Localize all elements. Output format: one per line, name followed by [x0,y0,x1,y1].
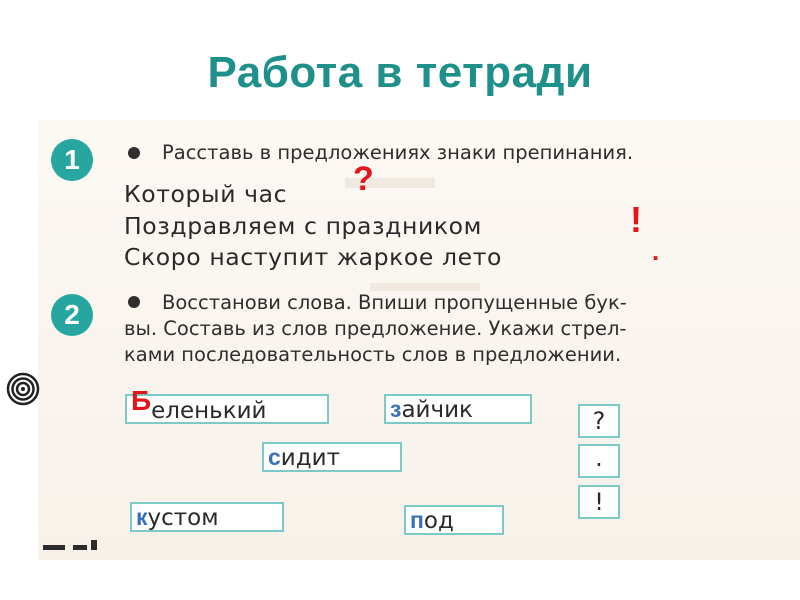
word-rest: од [423,508,454,534]
word-rest: еленький [151,398,267,424]
word-box-pod[interactable] [404,505,504,535]
task2-instruction-line-1: Восстанови слова. Впиши пропущенные бук- [162,291,627,314]
bullet-icon [128,147,140,159]
word-box-belenky[interactable] [125,385,329,424]
page-edge-dash [73,545,87,550]
word-box-kustom[interactable] [130,502,284,532]
task2-instruction-line-3: ками последовательность слов в предложении. [124,343,622,366]
punctuation-box-question[interactable]: ? [578,404,620,438]
sentence-2: Поздравляем с праздником [124,212,482,240]
inserted-letter: з [390,396,402,422]
added-exclamation-mark: ! [630,199,642,240]
sentence-1: Который час [124,180,288,208]
word-rest: устом [147,505,219,531]
task-number-badge-2: 2 [51,294,93,336]
added-question-mark: ? [353,160,374,198]
page-edge-dash [43,545,65,550]
task-number-badge-1: 1 [51,139,93,181]
sentence-3: Скоро наступит жаркое лето [124,243,502,271]
word-rest: идит [280,445,340,471]
word-box-sidit[interactable] [262,442,402,472]
page-title: Работа в тетради [207,48,593,97]
inserted-letter: п [410,507,424,533]
spiral-icon [6,372,40,410]
punctuation-box-period[interactable]: . [578,444,620,478]
word-box-zaychik[interactable] [384,394,532,424]
inserted-letter: Б [131,385,152,416]
punctuation-box-exclamation[interactable]: ! [578,485,620,519]
task1-instruction: Расставь в предложениях знаки препинания. [162,141,634,164]
page-edge-dash [91,540,97,550]
task2-instruction-line-2: вы. Составь из слов предложение. Укажи стрел- [124,317,627,340]
bullet-icon [128,296,140,308]
inserted-letter: с [268,444,281,470]
added-period-mark: . [652,236,660,266]
word-rest: айчик [401,397,473,423]
inserted-letter: к [136,504,148,530]
